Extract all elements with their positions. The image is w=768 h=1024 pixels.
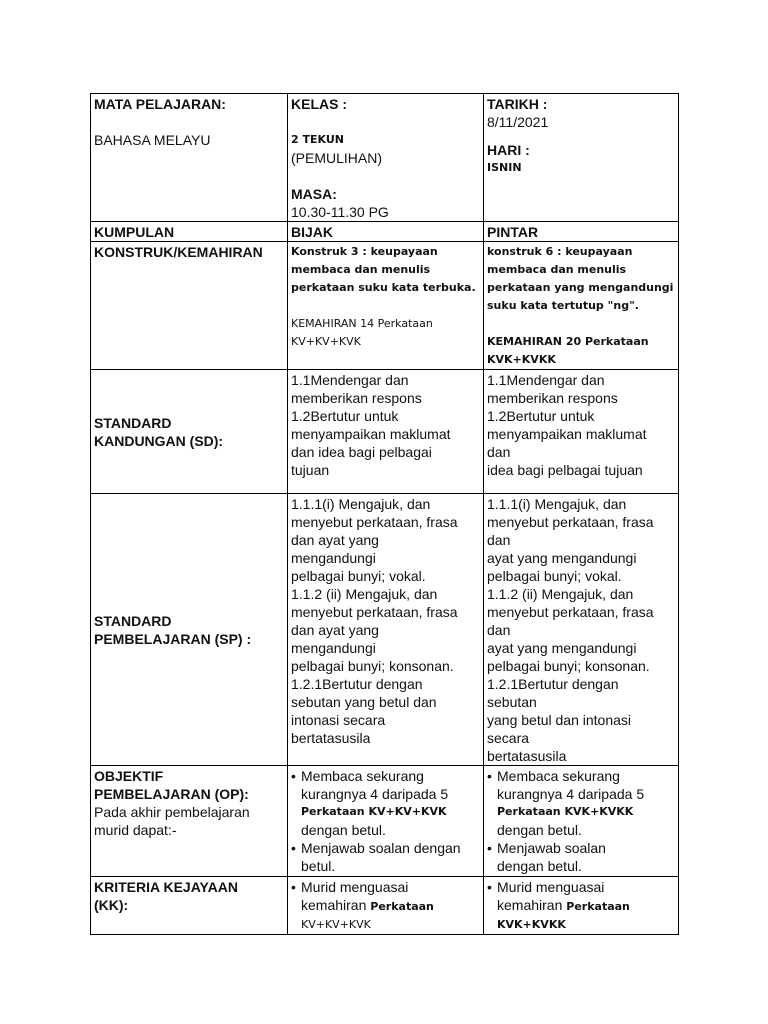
date-cell xyxy=(484,94,679,222)
sp-bijak-line: 1.2.1Bertutur dengan xyxy=(291,676,423,692)
sp-pintar-line: sebutan xyxy=(487,694,537,710)
op-text: Perkataan KV+KV+KVK xyxy=(301,805,447,818)
sd-pintar-line: memberikan respons xyxy=(487,390,618,406)
kk-text: KV+KV+KVK xyxy=(301,918,371,931)
kk-text: kemahiran xyxy=(301,897,371,913)
op-text: dengan betul. xyxy=(497,822,582,838)
op-row xyxy=(91,766,679,877)
group-pintar: PINTAR xyxy=(484,222,679,242)
kk-bijak-cell xyxy=(288,877,484,935)
class-cell xyxy=(288,94,484,222)
kk-text: kemahiran xyxy=(497,897,567,913)
op-intro-line: murid dapat:- xyxy=(94,822,177,838)
skill-pintar-line: KVK+KVKK xyxy=(487,353,556,366)
sd-bijak-line: tujuan xyxy=(291,462,330,478)
skill-bijak-line: KV+KV+KVK xyxy=(291,335,361,348)
op-label-line: PEMBELAJARAN (OP): xyxy=(94,786,249,802)
sp-pintar-line: dan xyxy=(487,532,511,548)
kk-text: • Murid menguasai xyxy=(301,879,409,895)
class-note: (PEMULIHAN) xyxy=(291,150,383,166)
construct-pintar-line: perkataan yang mengandungi xyxy=(487,281,674,294)
sp-pintar-line: bertatasusila xyxy=(487,748,567,764)
kk-pintar-item xyxy=(487,878,675,934)
op-text: • Membaca sekurang xyxy=(497,768,620,784)
op-text: • Menjawab soalan dengan xyxy=(301,840,461,856)
kk-row xyxy=(91,877,679,935)
sp-bijak-line: dan ayat yang xyxy=(291,622,379,638)
op-text: dengan betul. xyxy=(301,822,386,838)
op-bijak-item xyxy=(291,839,480,875)
sp-pintar-line: pelbagai bunyi; konsonan. xyxy=(487,658,650,674)
op-text: kurangnya 4 daripada 5 xyxy=(497,786,645,802)
kk-bijak-item xyxy=(291,878,480,934)
day-label: HARI : xyxy=(487,142,530,158)
sd-bijak-cell xyxy=(288,370,484,494)
op-text: • Membaca sekurang xyxy=(301,768,424,784)
sp-label-line: PEMBELAJARAN (SP) : xyxy=(94,631,252,647)
kk-bijak-list xyxy=(291,878,480,934)
kk-text: Perkataan xyxy=(370,900,434,913)
op-text: dengan betul. xyxy=(497,858,582,874)
header-row xyxy=(91,94,679,222)
group-label: KUMPULAN xyxy=(91,222,288,242)
sp-bijak-line: intonasi secara xyxy=(291,712,386,728)
sd-bijak-line: menyampaikan maklumat xyxy=(291,426,451,442)
sd-pintar-line: dan xyxy=(487,444,511,460)
sp-bijak-line: pelbagai bunyi; konsonan. xyxy=(291,658,454,674)
op-intro-line: Pada akhir pembelajaran xyxy=(94,804,250,820)
lesson-plan-table xyxy=(90,93,679,935)
op-pintar-list xyxy=(487,767,675,875)
sd-pintar-cell xyxy=(484,370,679,494)
op-text: • Menjawab soalan xyxy=(497,840,606,856)
sp-pintar-line: ayat yang mengandungi xyxy=(487,550,637,566)
op-label-cell xyxy=(91,766,288,877)
sd-label-line: STANDARD xyxy=(94,415,172,431)
skill-pintar-line: KEMAHIRAN 20 Perkataan xyxy=(487,335,649,348)
sd-row xyxy=(91,370,679,494)
construct-bijak-cell xyxy=(288,242,484,370)
subject-value: BAHASA MELAYU xyxy=(94,132,211,148)
op-text: Perkataan KVK+KVKK xyxy=(497,805,634,818)
sp-pintar-line: dan xyxy=(487,622,511,638)
construct-row xyxy=(91,242,679,370)
construct-label: KONSTRUK/KEMAHIRAN xyxy=(91,242,288,370)
sp-pintar-cell xyxy=(484,494,679,766)
kk-text: • Murid menguasai xyxy=(497,879,605,895)
time-value: 10.30-11.30 PG xyxy=(291,204,389,220)
construct-bijak-line: membaca dan menulis xyxy=(291,263,431,276)
sd-bijak-line: memberikan respons xyxy=(291,390,422,406)
construct-pintar-cell xyxy=(484,242,679,370)
sd-pintar-line: 1.1Mendengar dan xyxy=(487,372,605,388)
sp-bijak-cell xyxy=(288,494,484,766)
op-label-line: OBJEKTIF xyxy=(94,768,164,784)
sp-bijak-line: 1.1.1(i) Mengajuk, dan xyxy=(291,496,431,512)
sd-bijak-line: dan idea bagi pelbagai xyxy=(291,444,432,460)
subject-label: MATA PELAJARAN: xyxy=(94,96,226,112)
kk-label-cell xyxy=(91,877,288,935)
sp-bijak-line: mengandungi xyxy=(291,550,376,566)
group-row xyxy=(91,222,679,242)
op-pintar-item xyxy=(487,839,675,875)
construct-pintar-line: konstruk 6 : keupayaan xyxy=(487,245,633,258)
kk-label-line: (KK): xyxy=(94,897,129,913)
day-value: ISNIN xyxy=(487,161,522,174)
construct-bijak-line: perkataan suku kata terbuka. xyxy=(291,281,476,294)
sd-bijak-line: 1.1Mendengar dan xyxy=(291,372,409,388)
op-pintar-item xyxy=(487,767,675,839)
sd-pintar-line: idea bagi pelbagai tujuan xyxy=(487,462,643,478)
op-bijak-cell xyxy=(288,766,484,877)
sp-pintar-line: ayat yang mengandungi xyxy=(487,640,637,656)
sp-bijak-line: menyebut perkataan, frasa xyxy=(291,514,458,530)
kk-text: Perkataan xyxy=(566,900,630,913)
sd-pintar-line: 1.2Bertutur untuk xyxy=(487,408,595,424)
op-text: kurangnya 4 daripada 5 xyxy=(301,786,449,802)
sp-label xyxy=(91,494,288,766)
sp-bijak-line: bertatasusila xyxy=(291,730,371,746)
sp-bijak-line: dan ayat yang xyxy=(291,532,379,548)
sd-label xyxy=(91,370,288,494)
sp-pintar-line: menyebut perkataan, frasa xyxy=(487,604,654,620)
kk-text: KVK+KVKK xyxy=(497,918,566,931)
class-label: KELAS : xyxy=(291,96,347,112)
op-text: betul. xyxy=(301,858,336,874)
date-value: 8/11/2021 xyxy=(487,114,549,130)
kk-label-line: KRITERIA KEJAYAAN xyxy=(94,879,238,895)
sp-pintar-line: pelbagai bunyi; vokal. xyxy=(487,568,622,584)
class-value: 2 TEKUN xyxy=(291,133,344,146)
sp-bijak-line: pelbagai bunyi; vokal. xyxy=(291,568,426,584)
sp-pintar-line: yang betul dan intonasi xyxy=(487,712,631,728)
sd-bijak-line: 1.2Bertutur untuk xyxy=(291,408,399,424)
date-label: TARIKH : xyxy=(487,96,548,112)
sp-pintar-line: 1.2.1Bertutur dengan xyxy=(487,676,619,692)
sp-pintar-line: menyebut perkataan, frasa xyxy=(487,514,654,530)
construct-pintar-line: suku kata tertutup "ng". xyxy=(487,299,639,312)
sd-label-line: KANDUNGAN (SD): xyxy=(94,433,224,449)
sp-pintar-line: 1.1.1(i) Mengajuk, dan xyxy=(487,496,627,512)
sp-bijak-line: menyebut perkataan, frasa xyxy=(291,604,458,620)
sp-pintar-line: secara xyxy=(487,730,530,746)
kk-pintar-cell xyxy=(484,877,679,935)
sp-bijak-line: sebutan yang betul dan xyxy=(291,694,437,710)
op-bijak-list xyxy=(291,767,480,875)
sp-row xyxy=(91,494,679,766)
time-label: MASA: xyxy=(291,186,337,202)
sp-label-line: STANDARD xyxy=(94,613,172,629)
subject-cell xyxy=(91,94,288,222)
op-pintar-cell xyxy=(484,766,679,877)
op-bijak-item xyxy=(291,767,480,839)
construct-pintar-line: membaca dan menulis xyxy=(487,263,627,276)
sp-bijak-line: mengandungi xyxy=(291,640,376,656)
sp-pintar-line: 1.1.2 (ii) Mengajuk, dan xyxy=(487,586,634,602)
construct-bijak-line: Konstruk 3 : keupayaan xyxy=(291,245,438,258)
kk-pintar-list xyxy=(487,878,675,934)
skill-bijak-line: KEMAHIRAN 14 Perkataan xyxy=(291,317,433,330)
group-bijak: BIJAK xyxy=(288,222,484,242)
sp-bijak-line: 1.1.2 (ii) Mengajuk, dan xyxy=(291,586,438,602)
sd-pintar-line: menyampaikan maklumat xyxy=(487,426,647,442)
